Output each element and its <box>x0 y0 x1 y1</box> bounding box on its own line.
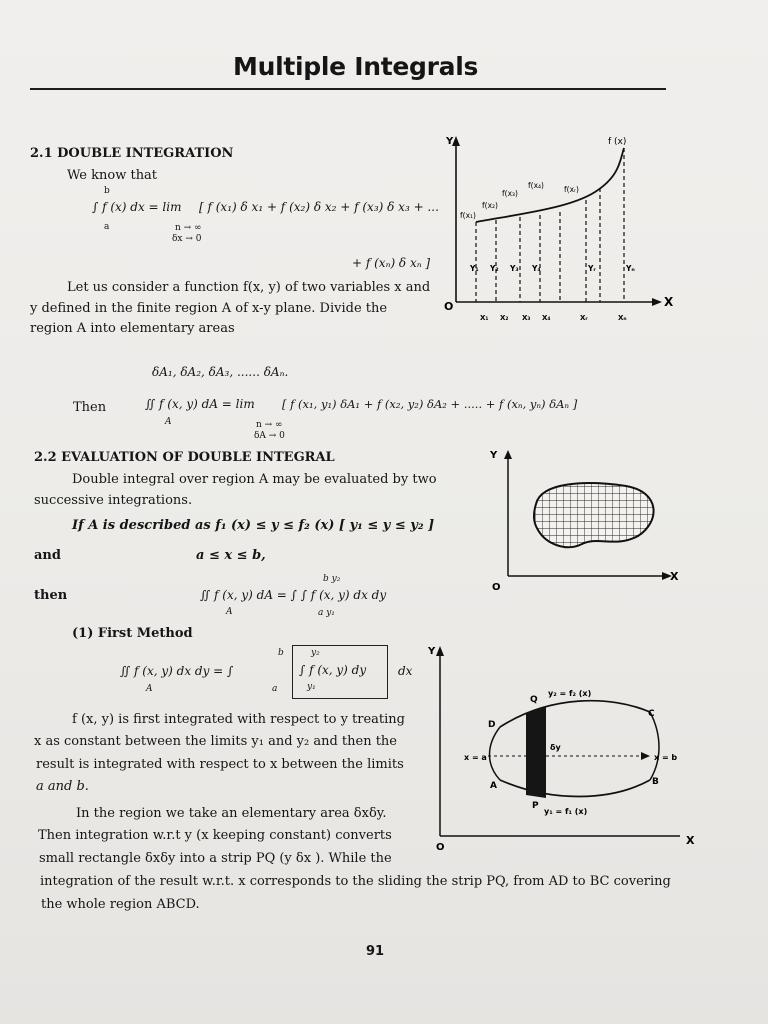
fig1-x-label-2: X₂ <box>500 314 509 322</box>
para4-line1: In the region we take an elementary area δxδy. <box>76 806 387 821</box>
fig1-y-label-1: Y₁ <box>470 264 479 273</box>
page-title: Multiple Integrals <box>233 52 479 81</box>
fig1-y-label-r: Yᵣ <box>588 264 596 273</box>
fig1-x-label: X <box>664 295 674 309</box>
eq1-line1: [ f (x₁) δ x₁ + f (x₂) δ x₂ + f (x₃) δ x₃ + ... <box>199 200 439 214</box>
condition-line1: If A is described as f₁ (x) ≤ y ≤ f₂ (x) [ y₁ ≤ y ≤ y₂ ] <box>72 518 435 533</box>
eq4-sub-a: A <box>146 684 153 694</box>
para4-line3: small rectangle δxδy into a strip PQ (y δx ). While the <box>39 851 392 866</box>
para3-line2: x as constant between the limits y₁ and y₂ and then the <box>34 734 397 749</box>
then-label-1: Then <box>73 400 107 415</box>
eq2-sub2: δA → 0 <box>254 431 285 441</box>
fig3-label-d: D <box>488 720 496 730</box>
para1-line2: y defined in the finite region A of x-y plane. Divide the <box>30 301 388 316</box>
fig1-ordinates <box>476 148 624 302</box>
fig1-f-label-1: f(x₁) <box>460 211 476 220</box>
figure-region-grid <box>486 444 696 594</box>
fig3-label-p: P <box>532 801 539 811</box>
eq1-lhs: ∫ f (x) dx = lim <box>92 200 182 214</box>
fig3-label-a: A <box>490 781 497 791</box>
condition-line2: a ≤ x ≤ b, <box>196 548 266 563</box>
fig1-origin: O <box>444 300 454 313</box>
eq2-sub-a: A <box>165 417 172 427</box>
fig1-curve <box>476 148 624 222</box>
para4-line5: the whole region ABCD. <box>41 897 200 912</box>
fig3-delta-y: δy <box>550 743 561 752</box>
section-heading-2-1: 2.1 DOUBLE INTEGRATION <box>30 146 234 161</box>
fig3-side-ad <box>490 727 501 780</box>
eq4-dx: dx <box>398 664 413 678</box>
fig3-upper-curve <box>500 701 650 727</box>
fig3-y-label: Y <box>428 646 436 657</box>
fig3-x-label: X <box>686 834 695 847</box>
eq3: ∬ f (x, y) dA = ∫ ∫ f (x, y) dx dy <box>200 588 387 602</box>
page-number: 91 <box>366 944 385 959</box>
eq4-box-integral: ∫ f (x, y) dy <box>299 663 367 677</box>
para1-line3: region A into elementary areas <box>30 321 235 336</box>
fig3-side-bc <box>650 712 659 780</box>
para2-line2: successive integrations. <box>34 493 193 508</box>
para2-line1: Double integral over region A may be evaluated by two <box>72 472 437 487</box>
fig1-x-label-n: Xₙ <box>618 314 627 322</box>
fig1-x-label-3: X₃ <box>522 314 531 322</box>
fig1-x-arrow-icon <box>652 298 662 306</box>
fig1-y-label-2: Y₂ <box>490 264 499 273</box>
fig1-y-label-3: Y₃ <box>510 264 519 273</box>
fig3-strip-pq <box>526 706 546 798</box>
section-heading-2-2: 2.2 EVALUATION OF DOUBLE INTEGRAL <box>34 450 335 465</box>
fig1-x-label-1: X₁ <box>480 314 489 322</box>
eq4-lhs: ∬ f (x, y) dx dy = ∫ <box>120 664 234 678</box>
intro-text: We know that <box>67 168 158 183</box>
eq3-sub-a: A <box>226 607 233 617</box>
and-label: and <box>34 548 61 563</box>
fig3-label-q: Q <box>530 695 538 705</box>
eq3-limits-upper: b y₂ <box>323 574 341 584</box>
fig1-curve-label: f (x) <box>608 137 627 147</box>
elementary-areas: δA₁, δA₂, δA₃, ...... δAₙ. <box>152 365 289 379</box>
fig3-x-eq-b: x = b <box>654 753 678 762</box>
fig1-y-label-4: Y₄ <box>532 264 541 273</box>
eq1-limit-sub2: δx → 0 <box>172 234 202 244</box>
then-label-2: then <box>34 588 68 603</box>
eq1-line2: + f (xₙ) δ xₙ ] <box>352 256 431 270</box>
eq4-inner-box <box>292 645 388 699</box>
fig1-x-label-4: X₄ <box>542 314 551 322</box>
eq3-limits-lower: a y₁ <box>318 608 335 618</box>
fig1-f-label-5: f(xᵣ) <box>564 185 579 194</box>
eq1-limit-sub1: n → ∞ <box>175 223 202 233</box>
fig1-y-label-n: Yₙ <box>626 264 635 273</box>
eq2-lhs: ∬ f (x, y) dA = lim <box>145 397 255 411</box>
eq4-box-upper: y₂ <box>311 648 320 658</box>
fig3-y-arrow-icon <box>436 646 444 656</box>
figure-area-under-curve <box>440 130 680 330</box>
first-method-title: (1) First Method <box>72 626 193 641</box>
fig1-x-label-r: Xᵣ <box>580 314 588 322</box>
fig2-origin: O <box>492 582 501 593</box>
fig2-y-arrow-icon <box>504 450 512 459</box>
fig1-f-label-4: f(x₄) <box>528 181 544 190</box>
fig1-f-label-2: f(x₂) <box>482 201 498 210</box>
figure-region-abcd <box>400 640 700 850</box>
para3-line3: result is integrated with respect to x between the limits <box>36 757 404 772</box>
fig3-lower-curve <box>500 780 650 797</box>
fig3-upper-curve-label: y₂ = f₂ (x) <box>548 689 592 698</box>
title-rule <box>30 88 666 90</box>
eq4-box-lower: y₁ <box>307 682 316 692</box>
para3-line1: f (x, y) is first integrated with respect to y treating <box>72 712 406 727</box>
fig2-region-a <box>534 483 654 547</box>
fig3-lower-curve-label: y₁ = f₁ (x) <box>544 807 588 816</box>
eq4-lower: a <box>272 684 278 694</box>
fig3-label-c: C <box>648 709 655 719</box>
fig2-y-label: Y <box>490 450 498 461</box>
eq4-upper: b <box>278 648 284 658</box>
fig1-f-label-3: f(x₃) <box>502 189 518 198</box>
eq1-int-lower: a <box>104 222 110 232</box>
fig2-x-label: X <box>670 570 679 583</box>
fig3-arrow-icon <box>641 752 650 760</box>
fig1-y-label: Y <box>446 136 454 147</box>
para1-line1: Let us consider a function f(x, y) of two variables x and <box>67 280 431 295</box>
fig3-label-b: B <box>652 777 659 787</box>
para3-line4: a and b. <box>36 779 89 794</box>
para4-line2: Then integration w.r.t y (x keeping constant) converts <box>38 828 392 843</box>
eq2-sub1: n → ∞ <box>256 420 283 430</box>
eq1-int-upper: b <box>104 186 110 196</box>
para4-line4: integration of the result w.r.t. x corresponds to the sliding the strip PQ, from AD to BC covering <box>40 874 671 889</box>
fig3-origin: O <box>436 842 445 850</box>
eq2-rhs: [ f (x₁, y₁) δA₁ + f (x₂, y₂) δA₂ + ..... + f (xₙ, yₙ) δAₙ ] <box>282 397 578 411</box>
fig3-x-eq-a: x = a <box>464 753 487 762</box>
